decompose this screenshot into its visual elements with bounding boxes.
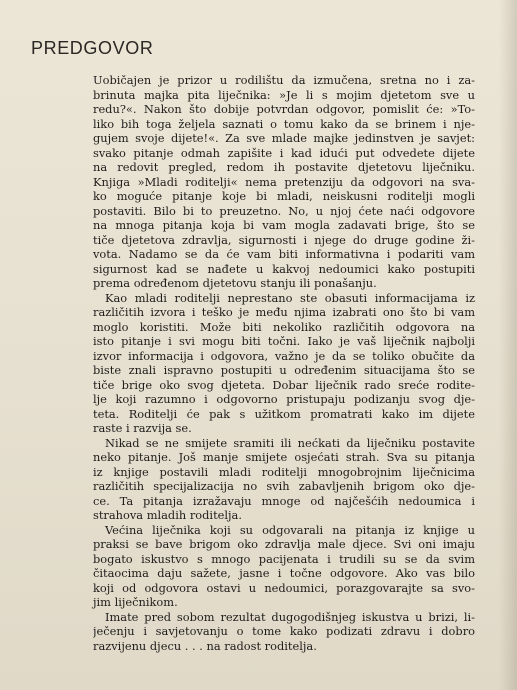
- text-line: Nikad se ne smijete sramiti ili nećkati da liječniku postavite: [105, 435, 475, 450]
- text-line: lje koji razumno i odgovorno pristupaju podizanju svog dje-: [93, 392, 475, 406]
- text-line: na redovit pregled, redom ih postavite djetetovu liječniku.: [93, 160, 475, 174]
- text-line: razvijenu djecu . . . na radost roditelja.: [93, 638, 317, 653]
- text-line: različitih izvora i teško je među njima izabrati ono što bi vam: [93, 305, 475, 319]
- text-line: čitaocima daju sažete, jasne i točne odgovore. Ako vas bilo: [93, 566, 475, 580]
- paragraph: [93, 73, 475, 291]
- text-line: ko moguće pitanje koje bi mladi, neiskusni roditelji mogli: [93, 189, 475, 203]
- text-line: jim liječnikom.: [93, 595, 178, 609]
- text-line: brinuta majka pita liječnika: »Je li s mojim djetetom sve u: [93, 87, 475, 102]
- text-line: ce. Ta pitanja izražavaju mnoge od najčešćih nedoumica i: [93, 493, 475, 508]
- text-line: Kao mladi roditelji neprestano ste obasuti informacijama iz: [105, 290, 475, 305]
- text-line: bogato iskustvo s mnogo pacijenata i trudili su se da svim: [93, 551, 475, 566]
- text-line: neko pitanje. Još manje smijete osjećati strah. Sva su pitanja: [93, 450, 475, 464]
- paragraph: [93, 436, 475, 523]
- text-line: Većina liječnika koji su odgovarali na pitanja iz knjige u: [105, 522, 475, 537]
- text-line: moglo koristiti. Može biti nekoliko različitih odgovora na: [93, 319, 475, 334]
- text-line: koji od odgovora ostavi u nedoumici, porazgovarajte sa svo-: [93, 580, 475, 595]
- text-line: različitih specijalizacija no svih zabavljenih brigom oko dje-: [93, 479, 475, 493]
- text-line: isto pitanje i svi mogu biti točni. Iako je vaš liječnik najbolji: [93, 334, 475, 348]
- text-line: biste znali ispravno postupiti u određenim situacijama što se: [93, 363, 475, 377]
- page-title: PREDGOVOR: [31, 38, 154, 58]
- text-line: postaviti. Bilo bi to preuzetno. No, u njoj ćete naći odgovore: [93, 203, 475, 218]
- text-line: iz knjige postavili mladi roditelji mnogobrojnim liječnicima: [93, 464, 475, 479]
- text-line: teta. Roditelji će pak s užitkom promatrati kako im dijete: [93, 406, 475, 421]
- text-line: Knjiga »Mladi roditelji« nema pretenziju da odgovori na sva-: [93, 174, 475, 189]
- paragraph: [93, 291, 475, 436]
- text-line: prema određenom djetetovu stanju ili ponašanju.: [93, 276, 377, 290]
- text-line: sigurnost kad se nađete u kakvoj nedoumici kako postupiti: [93, 261, 475, 276]
- text-line: raste i razvija se.: [93, 421, 192, 435]
- text-line: na mnoga pitanja koja bi vam mogla zadavati brige, što se: [93, 218, 475, 232]
- text-line: svako pitanje odmah zapišite i kad idući put odvedete dijete: [93, 145, 475, 160]
- text-line: Imate pred sobom rezultat dugogodišnjeg iskustva u brizi, li-: [105, 609, 475, 624]
- text-line: izvor informacija i odgovora, važno je da se toliko obučite da: [93, 348, 475, 363]
- text-line: liko bih toga željela saznati o tomu kako da se brinem i nje-: [93, 116, 475, 131]
- text-line: redu?«. Nakon što dobije potvrdan odgovor, pomislit će: »To-: [93, 102, 475, 116]
- text-line: praksi se bave brigom oko zdravlja male djece. Svi oni imaju: [93, 537, 475, 551]
- text-line: gujem svoje dijete!«. Za sve mlade majke jedinstven je savjet:: [93, 131, 475, 145]
- text-line: vota. Nadamo se da će vam biti informativna i podariti vam: [93, 247, 475, 261]
- preface-text: [93, 73, 475, 653]
- paragraph: [93, 610, 475, 654]
- text-line: Uobičajen je prizor u rodilištu da izmučena, sretna no i za-: [93, 73, 475, 87]
- text-line: ječenju i savjetovanju o tome kako podizati zdravu i dobro: [93, 624, 475, 638]
- text-line: tiče djetetova zdravlja, sigurnosti i njege do druge godine ži-: [93, 232, 475, 247]
- text-line: tiče brige oko svog djeteta. Dobar liječnik rado sreće rodite-: [93, 377, 475, 392]
- text-line: strahova mladih roditelja.: [93, 508, 242, 522]
- paragraph: [93, 523, 475, 610]
